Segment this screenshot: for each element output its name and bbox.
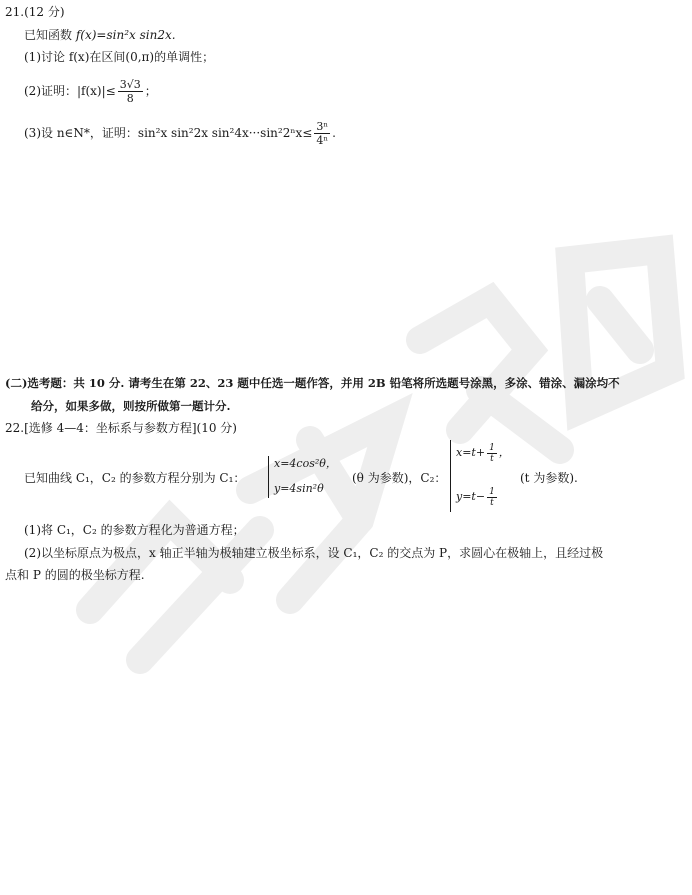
q22-part1: (1)将 C₁，C₂ 的参数方程化为普通方程；	[24, 523, 245, 537]
c2-x-suffix: ，	[498, 446, 510, 459]
q21-number: 21.	[5, 5, 25, 19]
q21-score: (12 分)	[24, 5, 65, 19]
q22-intro: 已知曲线 C₁，C₂ 的参数方程分别为 C₁：	[24, 471, 246, 485]
c2-x-fraction	[487, 443, 497, 464]
q21-part3-numerator: 3ⁿ	[316, 120, 329, 133]
q21-part3-prefix: (3)设 n∈N*，证明：sin²x sin²2x sin²4x···sin²2ⁿx≤	[24, 126, 313, 140]
section2-line1: (二)选考题：共 10 分. 请考生在第 22、23 题中任选一题作答，并用 2B 铅笔将所选题号涂黑，多涂、错涂、漏涂均不	[5, 376, 620, 390]
section2-line2: 给分，如果多做，则按所做第一题计分.	[31, 399, 231, 413]
q21-part1: (1)讨论 f(x)在区间(0,π)的单调性；	[24, 50, 215, 64]
q21-part2-numerator: 3√3	[119, 78, 141, 91]
c2-x-prefix: x=t+	[456, 446, 486, 459]
c2-y-prefix: y=t−	[456, 490, 486, 503]
c1-x-equation: x=4cos²θ，	[274, 457, 337, 470]
c2-x-equation	[456, 440, 510, 466]
q21-part3	[24, 118, 336, 148]
c2-y-numerator: 1	[489, 486, 495, 497]
q21-part3-denominator: 4ⁿ	[316, 134, 329, 147]
q22-part2-line1: (2)以坐标原点为极点，x 轴正半轴为极轴建立极坐标系，设 C₁，C₂ 的交点为 P，求圆心在极轴上，且经过极	[24, 546, 604, 560]
q21-part3-suffix: .	[332, 126, 336, 140]
c2-y-fraction	[487, 487, 497, 508]
c2-x-numerator: 1	[489, 442, 495, 453]
c2-parameter-note: (t 为参数).	[520, 471, 578, 485]
q21-part2	[24, 76, 157, 106]
q21-part3-fraction	[314, 120, 330, 147]
q21-given	[24, 27, 176, 43]
c1-brace	[268, 456, 269, 498]
q21-header	[5, 4, 65, 20]
c2-x-denominator: t	[490, 453, 494, 464]
c2-y-equation	[456, 484, 499, 510]
q21-part2-fraction	[118, 78, 143, 105]
q21-part2-denominator: 8	[126, 92, 134, 105]
c1-y-equation: y=4sin²θ	[274, 482, 324, 495]
q21-function: f(x)=sin²x sin2x.	[75, 28, 176, 42]
c1-parameter-note: (θ 为参数)，C₂：	[352, 471, 447, 485]
q21-part2-suffix: ；	[144, 84, 157, 98]
q22-part2-line2: 点和 P 的圆的极坐标方程.	[5, 568, 145, 582]
c2-y-denominator: t	[490, 497, 494, 508]
q22-header: 22.[选修 4—4：坐标系与参数方程](10 分)	[5, 421, 237, 435]
c2-brace	[450, 440, 451, 512]
watermark-logo	[60, 190, 692, 710]
q21-part2-prefix: (2)证明：|f(x)|≤	[24, 84, 116, 98]
q21-given-prefix: 已知函数	[24, 28, 73, 42]
